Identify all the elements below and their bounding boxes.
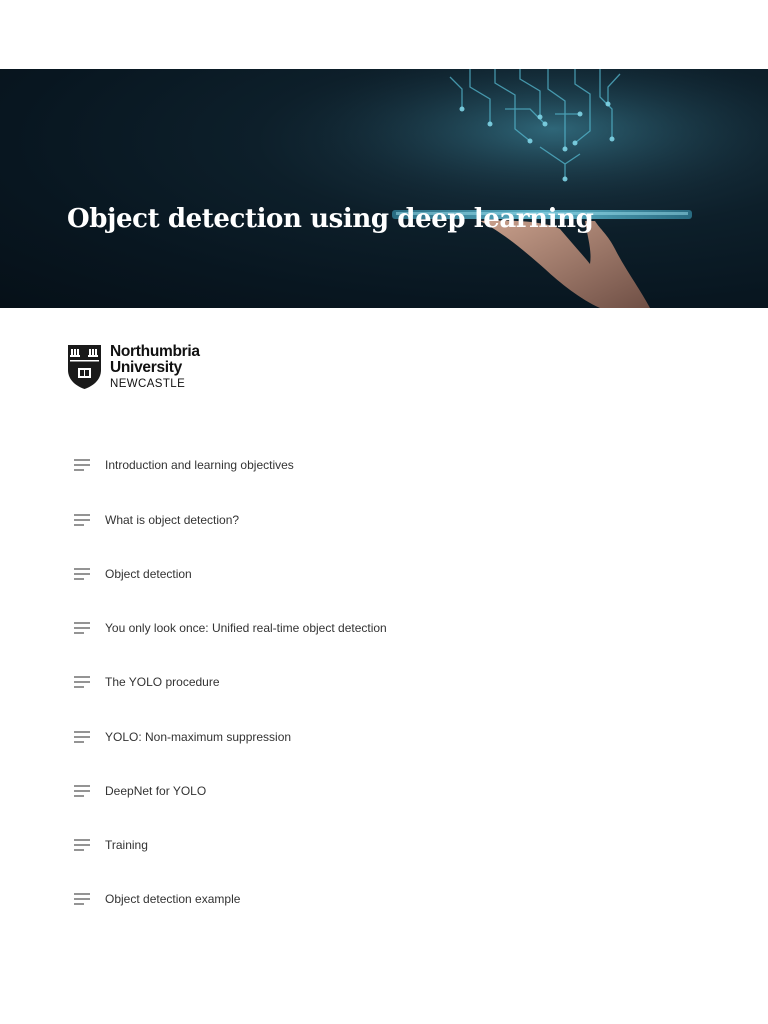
toc-item-object-detection-example[interactable] [74,887,240,911]
toc-item-non-maximum-suppression[interactable] [74,725,291,749]
toc-item-label: Introduction and learning objectives [105,458,294,472]
toc-item-what-is-object-detection[interactable] [74,508,239,532]
toc-item-object-detection[interactable] [74,562,192,586]
toc-item-label: The YOLO procedure [105,675,220,689]
lines-icon [74,459,90,471]
page-title: Object detection using deep learning [67,204,594,234]
lines-icon [74,676,90,688]
lines-icon [74,568,90,580]
university-logo [67,344,200,392]
logo-line-northumbria: Northumbria [110,343,200,360]
toc-item-yolo-procedure[interactable] [74,670,220,694]
toc-item-label: DeepNet for YOLO [105,784,207,798]
lines-icon [74,731,90,743]
lines-icon [74,622,90,634]
lines-icon [74,514,90,526]
university-crest-icon [67,344,102,390]
logo-line-university: University [110,359,182,376]
lines-icon [74,839,90,851]
hero-circuit-hand-image [0,69,768,308]
toc-item-label: YOLO: Non-maximum suppression [105,730,292,744]
lines-icon [74,893,90,905]
toc-item-label: What is object detection? [105,513,240,527]
toc-item-deepnet-for-yolo[interactable] [74,779,206,803]
logo-line-newcastle: NEWCASTLE [110,378,186,390]
toc-item-introduction[interactable] [74,453,294,477]
toc-item-label: Object detection [105,567,192,581]
toc-item-you-only-look-once[interactable] [74,616,387,640]
toc-item-label: You only look once: Unified real-time object detection [105,621,387,635]
toc-item-label: Object detection example [105,892,241,906]
toc-item-label: Training [105,838,148,852]
hero-banner [0,69,768,308]
toc-item-training[interactable] [74,833,148,857]
lines-icon [74,785,90,797]
